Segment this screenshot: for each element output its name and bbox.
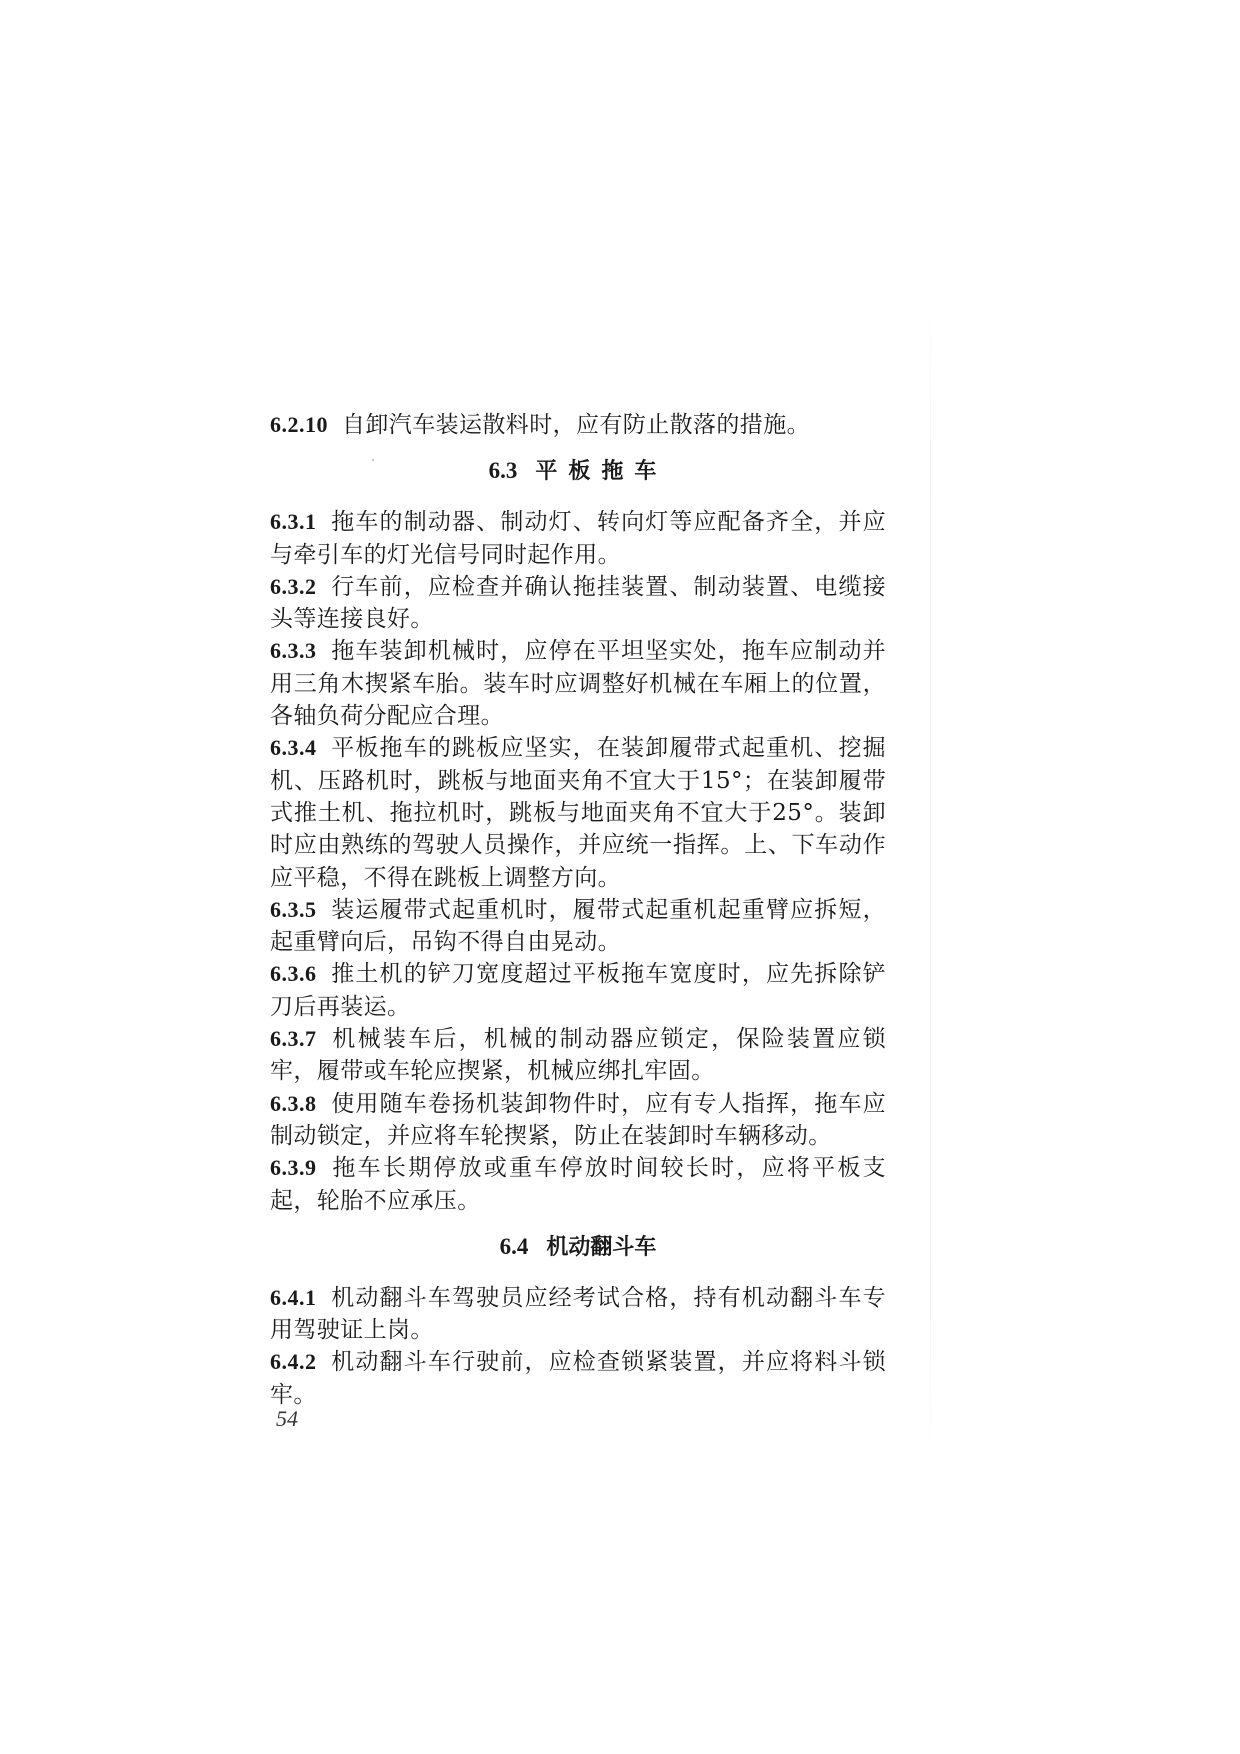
clause-text: 行车前，应检查并确认拖挂装置、制动装置、电缆接头等连接良好。	[270, 573, 886, 633]
clause-text: 拖车长期停放或重车停放时间较长时，应将平板支起，轮胎不应承压。	[270, 1155, 886, 1214]
page-fold-shadow	[930, 280, 931, 1480]
clause-6-2-10	[270, 409, 886, 441]
clause-6-3-3	[270, 635, 886, 732]
clause-6-4-2	[270, 1346, 886, 1411]
clause-number: 6.4.1	[270, 1284, 317, 1310]
clause-text: 拖车的制动器、制动灯、转向灯等应配备齐全，并应与牵引车的灯光信号同时起作用。	[270, 509, 886, 568]
section-title: 机动翻斗车	[546, 1234, 657, 1260]
clause-text: 机械装车后，机械的制动器应锁定，保险装置应锁牢，履带或车轮应揳紧，机械应绑扎牢固。	[270, 1026, 886, 1085]
clause-text: 机动翻斗车驾驶员应经考试合格，持有机动翻斗车专用驾驶证上岗。	[270, 1284, 886, 1344]
clause-number: 6.3.8	[270, 1090, 317, 1116]
clause-6-3-6	[270, 958, 886, 1023]
clause-text: 自卸汽车装运散料时，应有防止散落的措施。	[342, 412, 810, 438]
clause-number: 6.3.6	[270, 961, 317, 987]
clause-6-3-4	[270, 732, 886, 893]
clause-6-3-8	[270, 1088, 886, 1153]
clause-number: 6.3.9	[270, 1155, 317, 1181]
section-number: 6.4	[499, 1233, 529, 1259]
clause-6-3-7	[270, 1023, 886, 1088]
clause-6-4-1	[270, 1282, 886, 1347]
page-number: 54	[276, 1406, 298, 1431]
clause-text: 推土机的铲刀宽度超过平板拖车宽度时，应先拆除铲刀后再装运。	[270, 961, 886, 1020]
clause-number: 6.3.2	[270, 573, 317, 599]
clause-6-3-5	[270, 894, 886, 959]
clause-text: 使用随车卷扬机装卸物件时，应有专人指挥，拖车应制动锁定，并应将车轮揳紧，防止在装卸时车辆移动。	[270, 1090, 886, 1149]
clause-text: 拖车装卸机械时，应停在平坦坚实处，拖车应制动并用三角木揳紧车胎。装车时应调整好机械在车厢上的位置，各轴负荷分配应合理。	[270, 638, 886, 730]
clause-6-3-2	[270, 571, 886, 636]
clause-number: 6.2.10	[270, 412, 328, 437]
clause-text: 平板拖车的跳板应坚实，在装卸履带式起重机、挖掘机、压路机时，跳板与地面夹角不宜大于15°；在装卸履带式推土机、拖拉机时，跳板与地面夹角不宜大于25°。装卸时应由熟练的驾驶人员操作，并应统一指挥。上、下车动作应平稳，不得在跳板上调整方向。	[270, 735, 886, 891]
clause-number: 6.4.2	[270, 1349, 317, 1375]
clause-6-3-9	[270, 1152, 886, 1217]
page-content	[270, 409, 886, 1411]
clause-number: 6.3.4	[270, 735, 317, 761]
section-heading-6-4	[270, 1231, 886, 1264]
clause-number: 6.3.1	[270, 509, 317, 535]
clause-text: 机动翻斗车行驶前，应检查锁紧装置，并应将料斗锁牢。	[270, 1349, 886, 1408]
section-heading-6-3	[270, 455, 886, 488]
clause-text: 装运履带式起重机时，履带式起重机起重臂应拆短，起重臂向后，吊钩不得自由晃动。	[270, 896, 886, 956]
section-number: 6.3	[488, 458, 518, 484]
clause-number: 6.3.7	[270, 1026, 317, 1052]
section-title: 平板拖车	[535, 459, 668, 485]
clause-number: 6.3.5	[270, 896, 317, 922]
clause-6-3-1	[270, 506, 886, 571]
clause-number: 6.3.3	[270, 638, 317, 664]
